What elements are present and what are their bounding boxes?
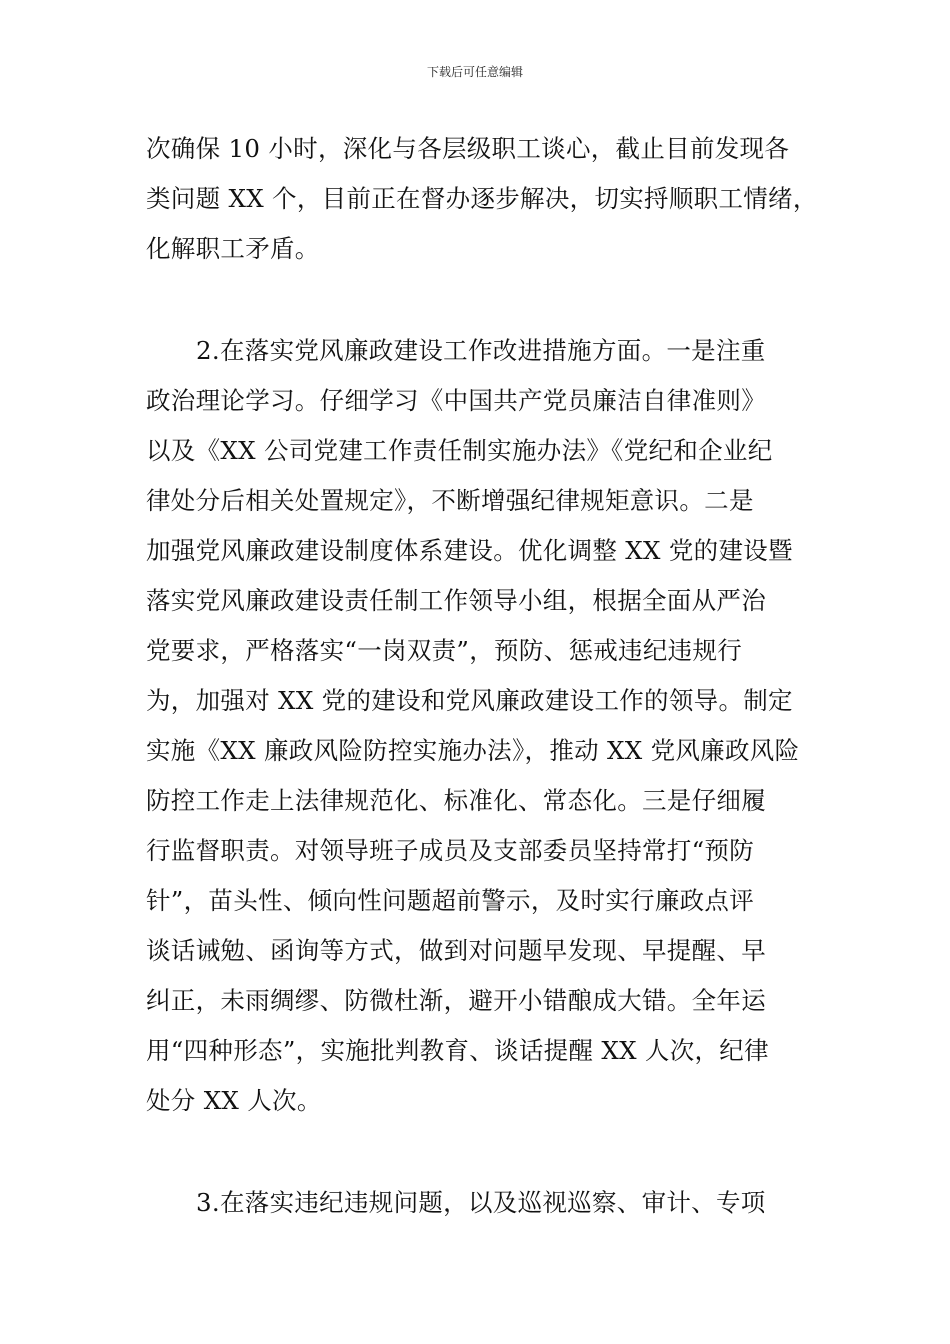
text-line: 用“四种形态”，实施批判教育、谈话提醒 XX 人次，纪律 [146, 1036, 769, 1065]
text-line: 加强党风廉政建设制度体系建设。优化调整 XX 党的建设暨 [146, 536, 793, 565]
text-line: 针”，苗头性、倾向性问题超前警示，及时实行廉政点评 [146, 886, 755, 915]
text-line: 落实党风廉政建设责任制工作领导小组，根据全面从严治 [146, 586, 766, 615]
text-line: 3.在落实违纪违规问题，以及巡视巡察、审计、专项 [196, 1188, 766, 1217]
text-line: 律处分后相关处置规定》，不断增强纪律规矩意识。二是 [146, 486, 754, 515]
text-line: 化解职工矛盾。 [146, 234, 320, 263]
text-line: 实施《XX 廉政风险防控实施办法》，推动 XX 党风廉政风险 [146, 736, 800, 765]
text-line: 次确保 10 小时，深化与各层级职工谈心，截止目前发现各 [146, 134, 790, 163]
text-line: 谈话诫勉、函询等方式，做到对问题早发现、早提醒、早 [146, 936, 766, 965]
text-line: 以及《XX 公司党建工作责任制实施办法》《党纪和企业纪 [146, 436, 773, 465]
text-line: 政治理论学习。仔细学习《中国共产党员廉洁自律准则》 [146, 386, 766, 415]
text-line: 行监督职责。对领导班子成员及支部委员坚持常打“预防 [146, 836, 755, 865]
text-line: 党要求，严格落实“一岗双责”，预防、惩戒违纪违规行 [146, 636, 743, 665]
page-header: 下载后可任意编辑 [426, 65, 523, 79]
text-line: 纠正，未雨绸缪、防微杜渐，避开小错酿成大错。全年运 [146, 986, 766, 1015]
text-line: 防控工作走上法律规范化、标准化、常态化。三是仔细履 [146, 786, 766, 815]
text-line: 2.在落实党风廉政建设工作改进措施方面。一是注重 [196, 336, 766, 365]
text-line: 为，加强对 XX 党的建设和党风廉政建设工作的领导。制定 [146, 686, 793, 715]
text-line: 类问题 XX 个，目前正在督办逐步解决，切实捋顺职工情绪， [146, 184, 818, 213]
text-line: 处分 XX 人次。 [146, 1086, 322, 1115]
